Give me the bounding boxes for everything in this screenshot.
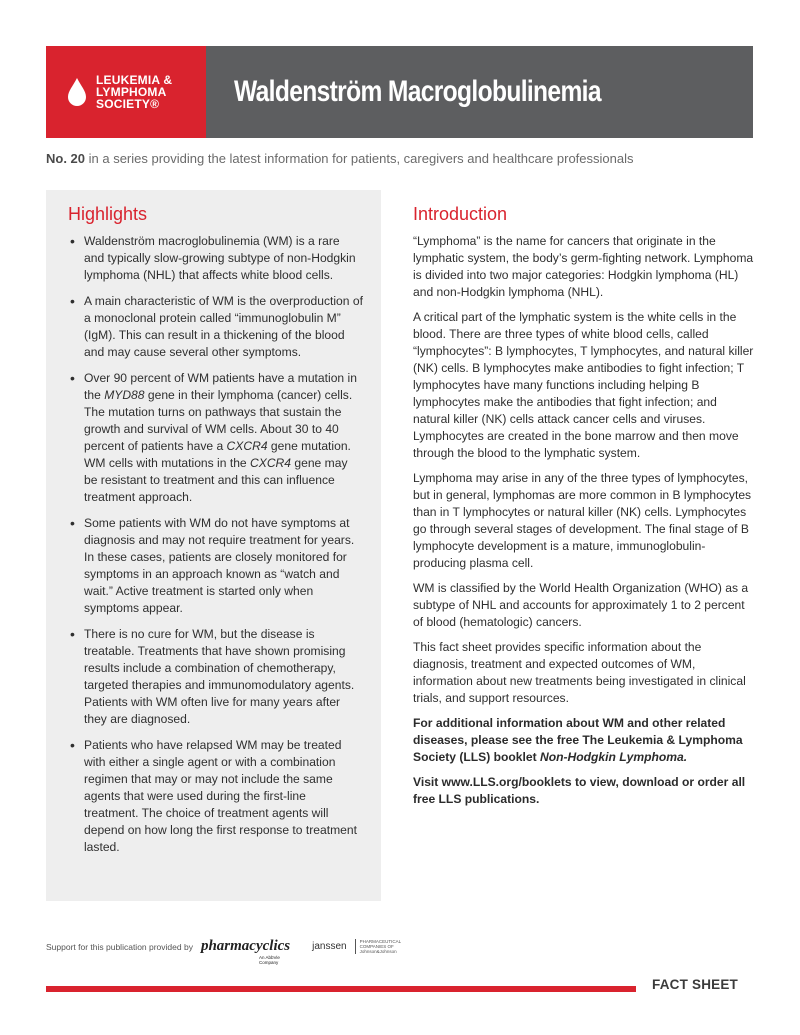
series-number: No. 20: [46, 151, 86, 166]
support-credits: [46, 938, 410, 965]
highlight-item: • Over 90 percent of WM patients have a mutation in the MYD88 gene in their lymphoma (cancer) cells. The mutation turns on pathways that sustain the growth and survival of WM cells. About 30 to 40 percent of patients have a CXCR4 gene mutation. WM cells with mutations in the CXCR4 gene may be resistant to treatment and this can influence treatment approach.: [68, 370, 363, 506]
intro-paragraph: WM is classified by the World Health Organization (WHO) as a subtype of NHL and accounts for approximately 1 to 2 percent of blood (hematologic) cancers.: [413, 581, 749, 629]
intro-paragraph: A critical part of the lymphatic system is the white cells in the blood. There are three types of white blood cells, called “lymphocytes”: B lymphocytes, T lymphocytes, and natural killer (NK) cells. B lymphocytes make antibodies to fight infection; T lymphocytes have many functions including helping B lymphocytes make the antibodies that fight infection; and natural killer (NK) cells attack cancer cells and viruses. Lymphocytes are created in the bone marrow and then move through the blood to the lymphatic system.: [413, 310, 754, 460]
series-text: in a series providing the latest information for patients, caregivers and healthcare professionals: [85, 151, 634, 166]
gene-name: CXCR4: [226, 439, 268, 453]
gene-name: CXCR4: [250, 456, 292, 470]
intro-paragraph: “Lymphoma” is the name for cancers that originate in the lymphatic system, the body’s germ-fighting network. Lymphoma is divided into two major categories: Hodgkin lymphoma (HL) and non-Hodgkin lymphoma (NHL).: [413, 234, 754, 299]
highlights-list: [68, 233, 363, 856]
fact-sheet-label: FACT SHEET: [652, 977, 739, 992]
title-bar: [206, 46, 753, 138]
support-text: Support for this publication provided by: [46, 941, 193, 952]
header-banner: [46, 46, 753, 138]
highlight-item: • A main characteristic of WM is the overproduction of a monoclonal protein called “immunoglobulin M” (IgM). This can result in a thickening of the blood and may cause several other symptoms.: [68, 293, 363, 361]
booklet-title[interactable]: Non-Hodgkin Lymphoma.: [540, 750, 688, 764]
lls-logo[interactable]: [46, 46, 206, 138]
highlight-item: • Patients who have relapsed WM may be treated with either a single agent or with a combination regimen that may or may not include the same agents that were used during the first-line treatment. The choice of treatment agents will depend on how long the first response to treatment lasted.: [68, 737, 363, 856]
jj-logo: PHARMACEUTICAL COMPANIES OF Johnson&Johnson: [355, 939, 410, 954]
logo-wordmark: LEUKEMIA & LYMPHOMA SOCIETY®: [96, 73, 173, 111]
highlight-item: • There is no cure for WM, but the disease is treatable. Treatments that have shown promising results include a combination of chemotherapy, targeted therapies and immunomodulatory agents. Patients with WM often live for many years after they are diagnosed.: [68, 626, 363, 728]
footer-red-bar: [46, 986, 636, 992]
introduction-section: [413, 204, 755, 816]
highlights-title: Highlights: [68, 204, 148, 224]
visit-link-text[interactable]: Visit www.LLS.org/booklets to view, download or order all free LLS publications.: [413, 775, 746, 806]
highlight-item: • Some patients with WM do not have symptoms at diagnosis and may not require treatment for years. In these cases, patients are closely monitored for symptoms in an approach known as “watch and wait.” Active treatment is started only when symptoms appear.: [68, 515, 363, 617]
page-title: Waldenström Macroglobulinemia: [234, 75, 601, 108]
intro-paragraph: This fact sheet provides specific information about the diagnosis, treatment and expected outcomes of WM, information about new treatments being investigated in clinical trials, and support resources.: [413, 640, 746, 705]
pharmacyclics-logo: pharmacyclics An AbbVie Company: [200, 938, 291, 965]
additional-info: For additional information about WM and other related diseases, please see the free The Leukemia & Lymphoma Society (LLS) booklet Non-Hodgkin Lymphoma.: [413, 716, 743, 764]
gene-name: MYD88: [104, 388, 145, 402]
blood-drop-icon: [66, 77, 88, 107]
introduction-title: Introduction: [413, 204, 508, 224]
highlight-item: • Waldenström macroglobulinemia (WM) is a rare and typically slow-growing subtype of non-Hodgkin lymphoma (NHL) that affects white blood cells.: [68, 233, 363, 284]
intro-paragraph: Lymphoma may arise in any of the three types of lymphocytes, but in general, lymphomas are more common in B lymphocytes than in T lymphocytes or natural killer (NK) cells. Lymphocytes go through several stages of development. The final stage of B lymphocyte development is a mature, immunoglobulin-producing plasma cell.: [413, 471, 752, 570]
janssen-logo: janssen: [312, 941, 347, 952]
series-line: [46, 151, 633, 166]
highlights-panel: [46, 190, 381, 901]
